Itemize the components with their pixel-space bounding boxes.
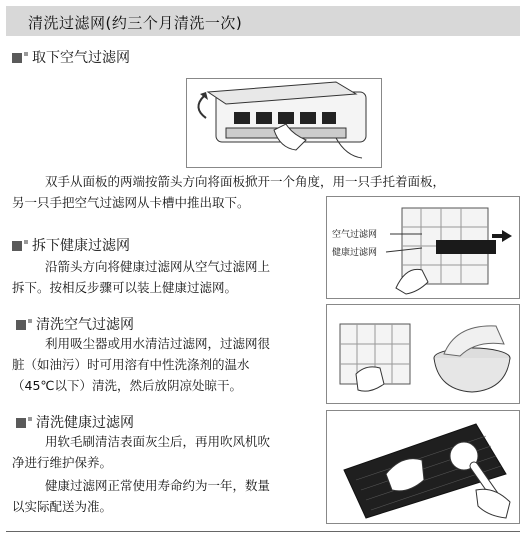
- section-text-line: （45℃以下）清洗，然后放阴凉处晾干。: [12, 378, 242, 393]
- section-text-line: 以实际配送为准。: [12, 499, 113, 514]
- bullet-square-icon: [16, 320, 26, 330]
- bullet-dot-icon: [24, 52, 28, 56]
- bullet-square-icon: [12, 53, 22, 63]
- bullet-square-icon: [12, 241, 22, 251]
- air-filter-label: 空气过滤网: [332, 230, 378, 240]
- section-text-line: 沿箭头方向将健康过滤网从空气过滤网上: [45, 259, 271, 274]
- section-text-line: 利用吸尘器或用水清洁过滤网，过滤网很: [45, 336, 271, 351]
- section-title: 拆下健康过滤网: [32, 238, 130, 254]
- bottom-divider: [6, 531, 520, 532]
- section-title: 取下空气过滤网: [32, 50, 130, 66]
- page-title: 清洗过滤网(约三个月清洗一次): [28, 14, 243, 32]
- section-text-line: 双手从面板的两端按箭头方向将面板掀开一个角度，用一只手托着面板，: [45, 174, 446, 189]
- filter-brushing-illustration: [326, 410, 520, 524]
- section-text-line: 健康过滤网正常使用寿命约为一年，数量: [45, 478, 271, 493]
- bullet-square-icon: [16, 418, 26, 428]
- bullet-dot-icon: [24, 240, 28, 244]
- bullet-dot-icon: [28, 319, 32, 323]
- section-text-line: 净进行维护保养。: [12, 455, 113, 470]
- section-heading-clean-air-filter: [16, 314, 134, 334]
- section-heading-clean-health-filter: [16, 412, 134, 432]
- ac-unit-illustration: [186, 78, 382, 168]
- section-text-line: 另一只手把空气过滤网从卡槽中推出取下。: [12, 195, 250, 210]
- section-title: 清洗健康过滤网: [36, 415, 134, 431]
- section-title: 清洗空气过滤网: [36, 317, 134, 333]
- section-heading-remove-health-filter: [12, 235, 130, 255]
- section-text-line: 脏（如油污）时可用溶有中性洗涤剂的温水: [12, 357, 250, 372]
- filter-removal-illustration: [326, 196, 520, 299]
- bullet-dot-icon: [28, 417, 32, 421]
- section-text-line: 用软毛刷清洁表面灰尘后，再用吹风机吹: [45, 434, 271, 449]
- section-text-line: 拆下。按相反步骤可以装上健康过滤网。: [12, 280, 238, 295]
- section-heading-remove-air-filter: [12, 47, 130, 67]
- filter-washing-illustration: [326, 304, 520, 404]
- health-filter-label: 健康过滤网: [332, 248, 378, 258]
